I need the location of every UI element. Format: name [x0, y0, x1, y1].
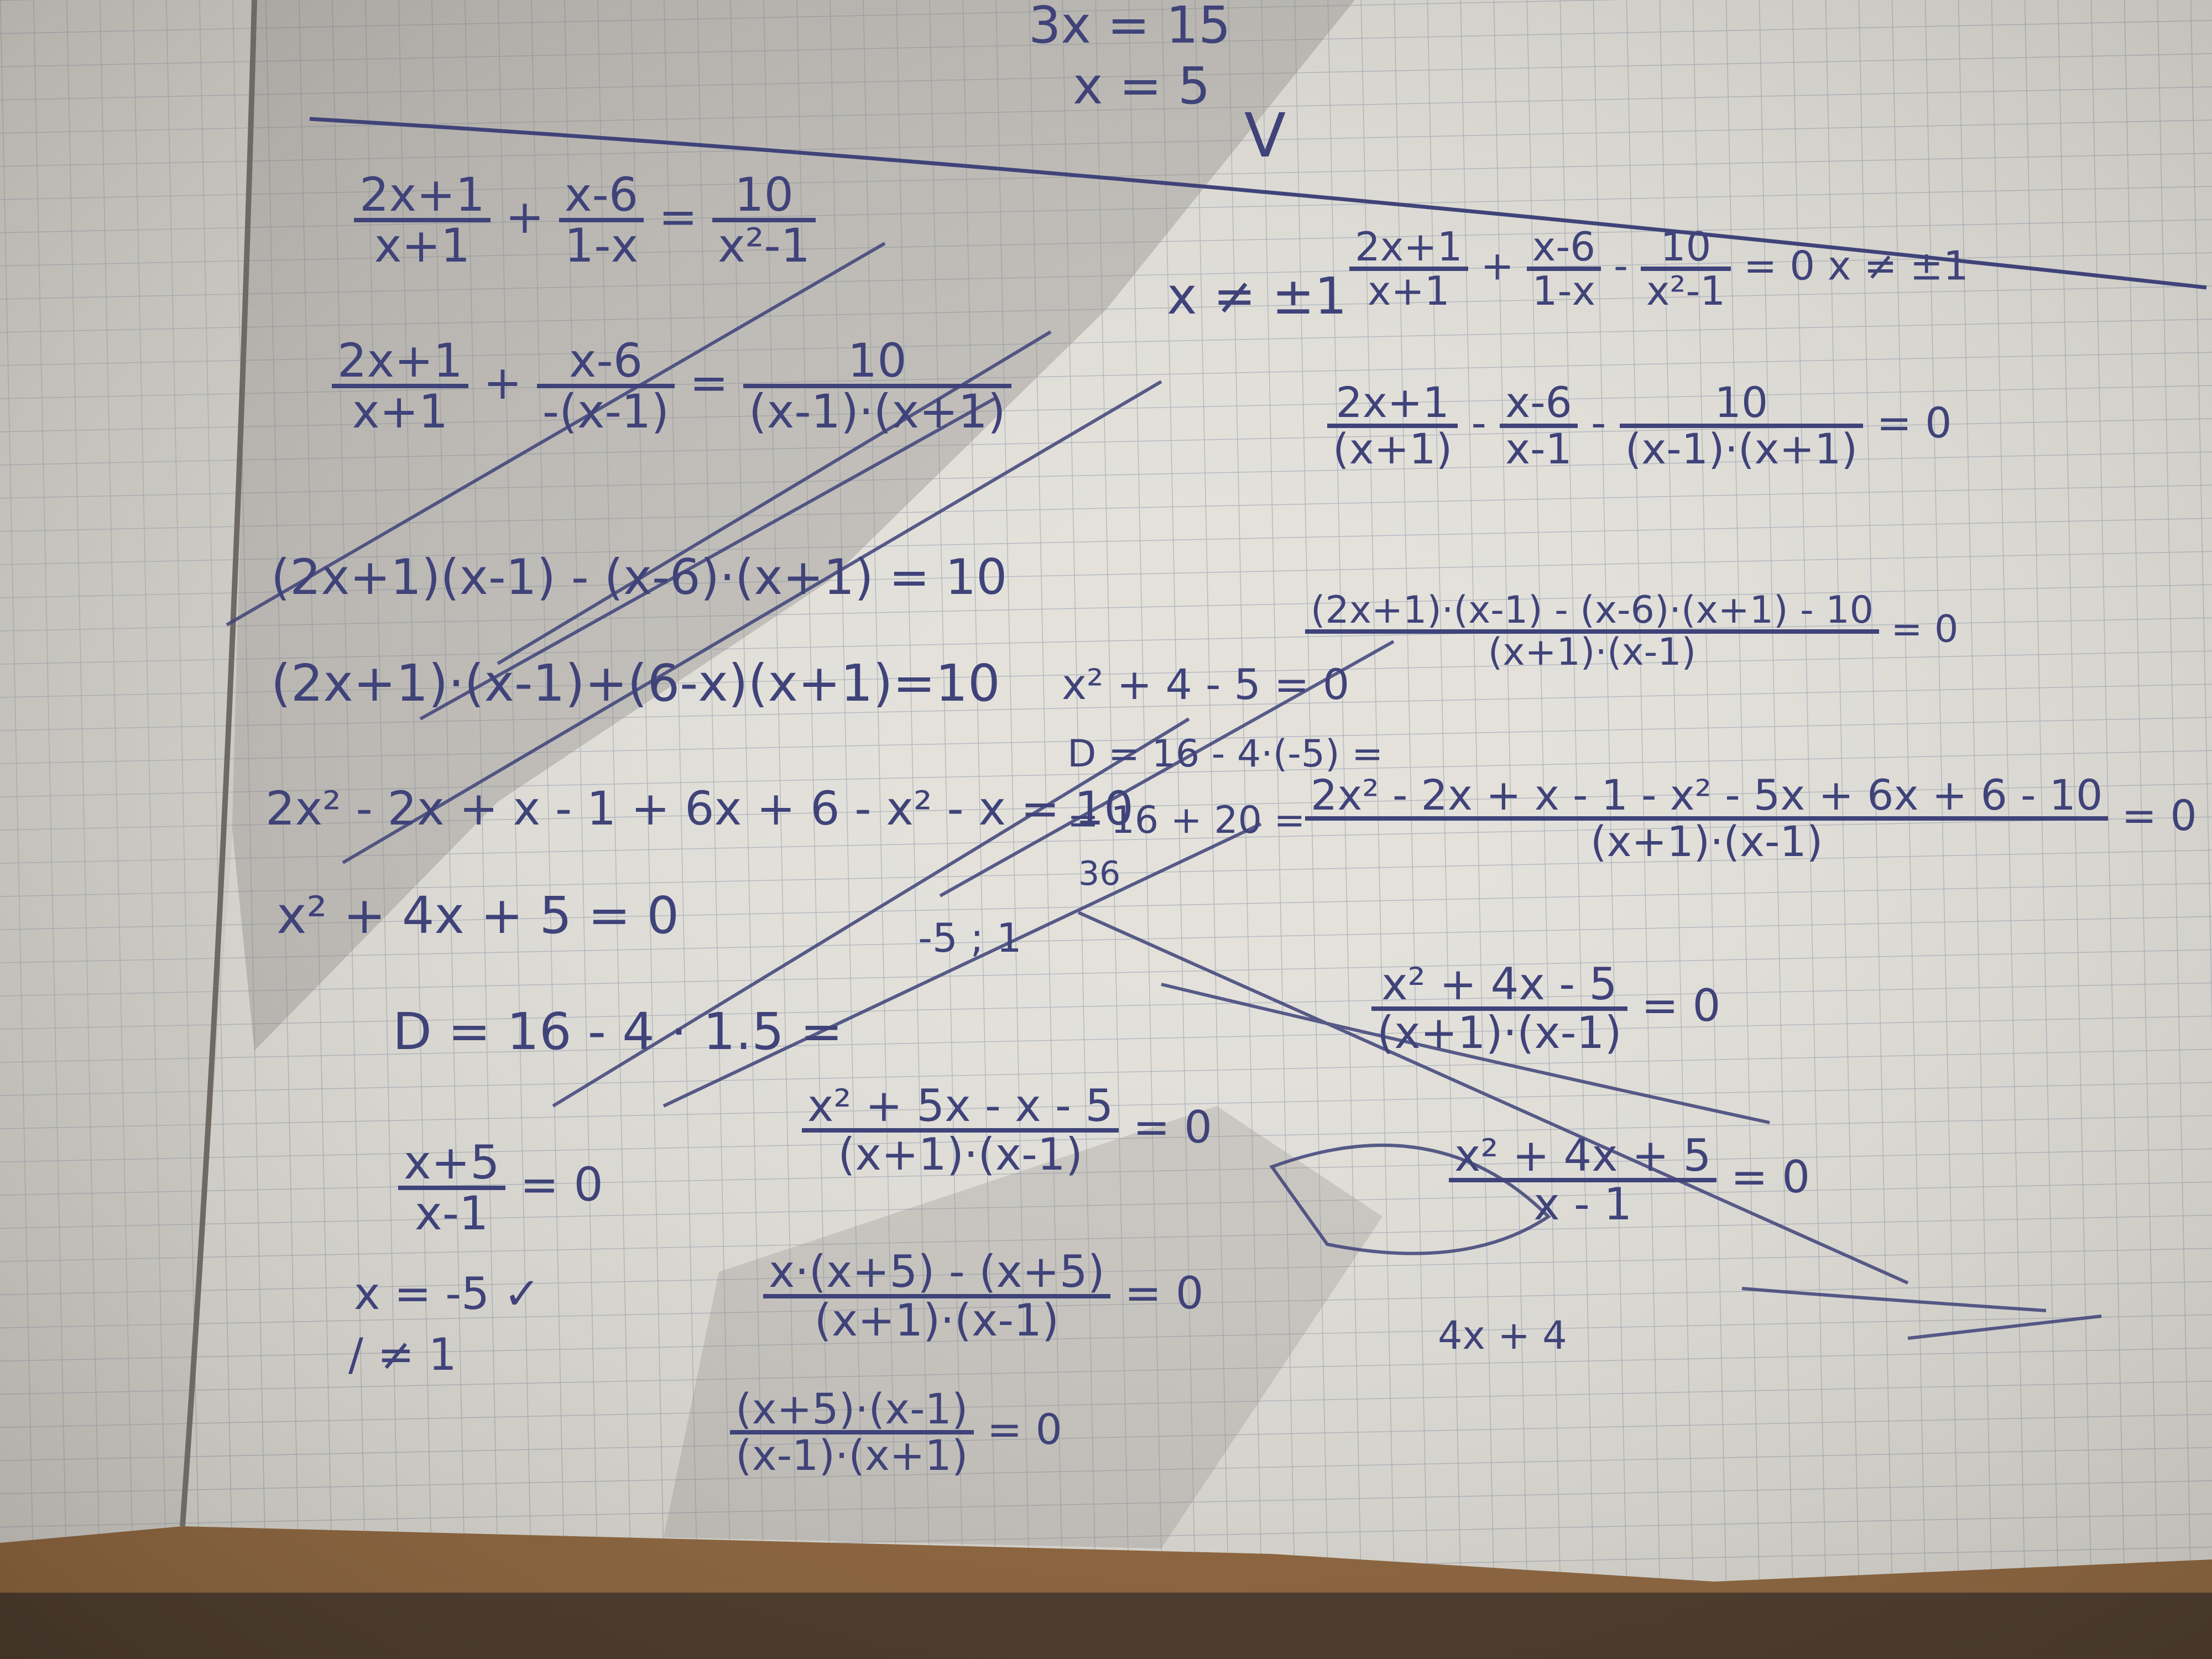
denominator: (x-1)·(x+1) [743, 384, 1011, 435]
rhs: = 0 [1744, 242, 1815, 289]
denominator: (x+1)·(x-1) [763, 1294, 1110, 1343]
numerator: (2x+1)·(x-1) - (x-6)·(x+1) - 10 [1311, 588, 1874, 632]
right-equation-3 [1305, 588, 1959, 674]
fraction [1371, 958, 1627, 1058]
equals-sign: = [658, 189, 698, 244]
numerator: x² + 4x - 5 [1381, 958, 1618, 1010]
rhs: = 0 [1730, 1151, 1811, 1203]
operator: + [1480, 242, 1514, 289]
left-line-7: D = 16 - 4 · 1.5 = [393, 1002, 843, 1061]
numerator: x-6 [564, 168, 639, 222]
denominator: x-1 [1500, 424, 1578, 470]
denominator: x+1 [1349, 267, 1468, 311]
fraction [354, 168, 491, 273]
denominator: (x-1)·(x+1) [1620, 424, 1864, 470]
rhs: = 0 [1641, 979, 1721, 1031]
operator: - [1613, 242, 1628, 289]
right-equation-5 [1371, 958, 1721, 1058]
denominator: -(x-1) [537, 384, 675, 435]
denominator: (x+1)·(x-1) [1305, 816, 2108, 863]
fraction [537, 333, 675, 439]
numerator: x·(x+5) - (x+5) [769, 1246, 1105, 1297]
left-line-6: x² + 4x + 5 = 0 [276, 886, 680, 945]
denominator: 1-x [1527, 267, 1601, 311]
fraction [559, 168, 644, 273]
fraction [1620, 378, 1864, 473]
rhs: = 0 [1891, 607, 1959, 651]
domain-note: x ≠ ±1 [1827, 242, 1969, 289]
middle-fraction-3 [730, 1384, 1062, 1480]
rhs: = 0 [987, 1405, 1062, 1454]
numerator: x² + 5x - x - 5 [807, 1080, 1114, 1131]
middle-fraction-2 [763, 1246, 1204, 1346]
numerator: 2x+1 [359, 168, 485, 222]
denominator: (x+1)·(x-1) [802, 1128, 1119, 1177]
fraction [1500, 378, 1578, 473]
middle-discriminant-2: = 16 + 20 = [1067, 799, 1306, 842]
numerator: (x+5)·(x-1) [735, 1384, 968, 1433]
rhs: = 0 [1133, 1101, 1213, 1153]
operator: - [1591, 398, 1606, 447]
denominator: (x-1)·(x+1) [730, 1430, 974, 1477]
fraction [1349, 223, 1468, 314]
middle-fraction-1 [802, 1080, 1213, 1180]
denominator: x+1 [354, 218, 491, 269]
rhs: = 0 [1876, 398, 1952, 447]
check-mark: V [1244, 100, 1286, 171]
fraction [1641, 223, 1731, 314]
left-equation-1 [354, 168, 816, 273]
rhs: = 0 [2121, 791, 2197, 840]
numerator: x-6 [1532, 223, 1596, 270]
numerator: 10 [847, 333, 907, 388]
fraction [763, 1246, 1110, 1346]
fraction [1527, 223, 1601, 314]
rhs: = 0 [520, 1157, 603, 1212]
numerator: 10 [734, 168, 794, 222]
denominator: x²-1 [712, 218, 816, 269]
middle-quadratic: x² + 4 - 5 = 0 [1062, 660, 1350, 709]
denominator: x-1 [398, 1186, 505, 1237]
denominator: (x+1)·(x-1) [1371, 1006, 1627, 1055]
fraction [730, 1384, 974, 1480]
numerator: 2x+1 [1335, 378, 1449, 427]
left-final-fraction [398, 1135, 603, 1240]
equals-sign: = [689, 355, 729, 410]
denominator: (x+1)·(x-1) [1305, 629, 1879, 671]
operator: + [505, 189, 545, 244]
numerator: x+5 [404, 1135, 500, 1190]
fraction [743, 333, 1011, 439]
middle-discriminant-1: D = 16 - 4·(-5) = [1067, 732, 1384, 776]
left-equation-2 [332, 333, 1011, 439]
left-solution-1: x = -5 ✓ [354, 1268, 541, 1319]
right-note: 4x + 4 [1438, 1313, 1567, 1358]
operator: - [1471, 398, 1486, 447]
fraction [332, 333, 468, 439]
denominator: x²-1 [1641, 267, 1731, 311]
denominator: x+1 [332, 384, 468, 435]
numerator: 10 [1714, 378, 1768, 427]
numerator: 10 [1660, 223, 1712, 270]
left-line-5: 2x² - 2x + x - 1 + 6x + 6 - x² - x = 10 [265, 781, 1134, 836]
fraction [1449, 1130, 1717, 1230]
numerator: 2x+1 [337, 333, 463, 388]
numerator: 2x² - 2x + x - 1 - x² - 5x + 6x + 6 - 10 [1311, 770, 2103, 820]
operator: + [483, 355, 523, 410]
right-equation-4 [1305, 770, 2197, 866]
middle-roots: -5 ; 1 [918, 915, 1022, 961]
fraction [1327, 378, 1458, 473]
denominator: 1-x [559, 218, 644, 269]
middle-discriminant-3: 36 [1078, 854, 1121, 893]
fraction [712, 168, 816, 273]
numerator: x-6 [1505, 378, 1572, 427]
numerator: x-6 [568, 333, 643, 388]
left-line-3: (2x+1)(x-1) - (x-6)·(x+1) = 10 [271, 549, 1008, 606]
numerator: x² + 4x + 5 [1454, 1130, 1712, 1181]
left-line-4: (2x+1)·(x-1)+(6-x)(x+1)=10 [271, 654, 1000, 713]
left-solution-2: / ≠ 1 [348, 1329, 457, 1380]
rhs: = 0 [1124, 1267, 1204, 1319]
fraction [802, 1080, 1119, 1180]
right-domain-1: x ≠ ±1 [1167, 267, 1347, 326]
right-equation-2 [1327, 378, 1952, 473]
fraction [398, 1135, 505, 1240]
right-equation-6 [1449, 1130, 1811, 1230]
fraction [1305, 588, 1879, 674]
fraction [1305, 770, 2108, 866]
top-equation-1: 3x = 15 [1029, 0, 1231, 55]
top-equation-2: x = 5 [1073, 56, 1211, 116]
right-equation-1 [1349, 223, 1969, 314]
denominator: x - 1 [1449, 1178, 1717, 1227]
numerator: 2x+1 [1355, 223, 1463, 270]
denominator: (x+1) [1327, 424, 1458, 470]
